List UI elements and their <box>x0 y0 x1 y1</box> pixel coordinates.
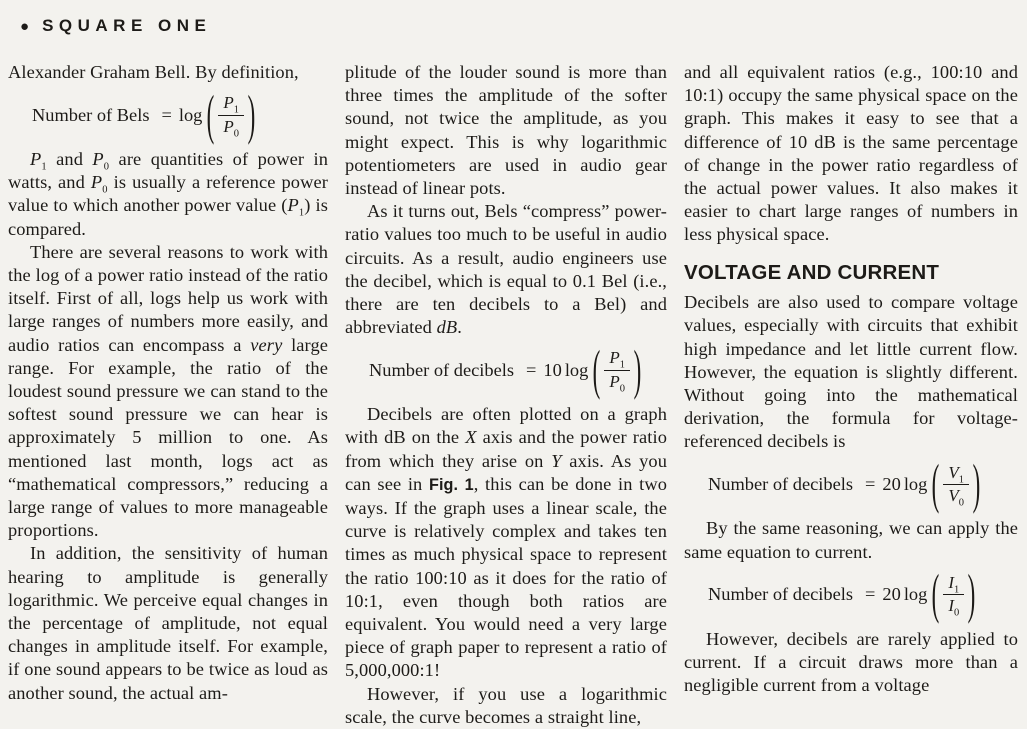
formula-lhs: Number of Bels <box>32 104 150 125</box>
formula-lhs: Number of decibels <box>708 473 854 494</box>
fraction-denominator: $I_0$ <box>948 596 960 619</box>
column-1 <box>8 61 328 729</box>
fraction <box>943 463 969 507</box>
paragraph: By the same reasoning, we can apply the same equation to current. <box>684 518 1018 562</box>
log-function: log <box>564 359 589 380</box>
coefficient: 10 <box>543 359 562 380</box>
paragraph: As it turns out, Bels “compress” power-ratio values too much to be useful in audio circuits. As a result, audio engineers use the decibel, which is equal to 0.1 Bel (i.e., there are ten decibels to a Bel) and abbreviated dB. <box>345 201 667 338</box>
close-paren: ) <box>967 562 976 625</box>
paragraph: There are several reasons to work with the log of a power ratio instead of the ratio itself. First of all, logs help us work with large ranges of numbers more easily, and audio ratios can encompass a very large range. For example, the ratio of the loudest sound pressure we can stand to the softest sound pressure we can hear is approximately 5 million to one. As mentioned last month, logs act as “mathematical compressors,” reducing a large range of values to more manageable proportions. <box>8 241 329 541</box>
column-3 <box>684 61 1018 729</box>
fraction <box>943 573 964 617</box>
paragraph: Decibels are often plotted on a graph with dB on the X axis and the power ratio from which they arise on Y axis. As you can see in Fig. 1, this can be done in two ways. If the graph uses a linear scale, the curve is relatively complex and takes ten times as much physical space to represent the ratio 100:10 as it does for the ratio of 10:1, even though both ratios are equivalent. You would need a very large piece of graph paper to represent a ratio of 5,000,000:1! <box>345 404 668 681</box>
fraction-numerator: $V_1$ <box>943 463 969 485</box>
coefficient: 20 <box>882 584 901 605</box>
fraction-denominator: $V_0$ <box>948 485 964 509</box>
close-paren: ) <box>633 338 642 401</box>
bels-formula <box>32 83 328 145</box>
equals-sign: = <box>865 473 876 494</box>
current-formula <box>708 562 1018 625</box>
log-function: log <box>903 473 928 494</box>
section-header <box>20 14 1019 38</box>
paragraph: $P_1$ and $P_0$ are quantities of power in watts, and $P_0$ is usually a reference power value to which another power value $(P_1)$ is compared. <box>8 148 329 239</box>
open-paren: ( <box>207 83 215 145</box>
decibel-power-formula <box>369 338 667 401</box>
fraction-numerator: $P_1$ <box>604 348 630 370</box>
close-paren: ) <box>972 452 981 515</box>
paragraph: Alexander Graham Bell. By definition, <box>8 62 299 82</box>
close-paren: ) <box>247 83 256 145</box>
open-paren: ( <box>932 562 940 625</box>
bullet-icon: ● <box>20 17 30 35</box>
fraction-numerator: $P_1$ <box>218 93 244 115</box>
section-title: SQUARE ONE <box>42 16 212 35</box>
voltage-and-current-heading: VOLTAGE AND CURRENT <box>684 260 940 284</box>
equals-sign: = <box>526 359 537 380</box>
coefficient: 20 <box>882 473 901 494</box>
log-function: log <box>178 104 203 125</box>
fraction-denominator: $P_0$ <box>223 116 240 139</box>
fraction-numerator: $I_1$ <box>943 573 964 595</box>
paragraph: In addition, the sensitivity of human hearing to amplitude is generally logarithmic. We perceive equal changes in the percentage of amplitude, not equal changes in amplitude itself. For example, if one sound appears to be twice as loud as another sound, the actual am- <box>8 543 328 703</box>
formula-lhs: Number of decibels <box>369 359 515 380</box>
fraction-denominator: $P_0$ <box>609 371 625 395</box>
formula-lhs: Number of decibels <box>708 584 854 605</box>
paragraph: However, if you use a logarithmic scale, the curve becomes a straight line, <box>345 683 667 727</box>
voltage-formula <box>708 452 1018 515</box>
equals-sign: = <box>161 104 172 125</box>
open-paren: ( <box>932 452 940 515</box>
column-2 <box>345 61 667 729</box>
paragraph: plitude of the louder sound is more than three times the amplitude of the softer sound, not twice the amplitude, as you might expect. This is why logarithmic potentiometers are used in audio gear instead of linear pots. <box>345 62 667 199</box>
fraction <box>218 93 244 137</box>
paragraph: However, decibels are rarely applied to current. If a circuit draws more than a negligible current from a voltage <box>684 628 1018 695</box>
open-paren: ( <box>593 338 601 401</box>
paragraph: Decibels are also used to compare voltage values, especially with circuits that exhibit high impedance and let little current flow. However, the equation is slightly different. Without going into the mathematical derivation, the formula for voltage-referenced decibels is <box>684 292 1018 452</box>
equals-sign: = <box>865 584 876 605</box>
paragraph: and all equivalent ratios (e.g., 100:10 and 10:1) occupy the same physical space on the graph. This makes it easy to see that a difference of 10 dB is the same percentage of change in the power ratio regardless of the actual power values. It also makes it easier to chart large ranges of numbers in less physical space. <box>684 62 1018 245</box>
log-function: log <box>903 584 928 605</box>
fraction <box>604 348 630 395</box>
article-columns <box>8 61 1019 729</box>
